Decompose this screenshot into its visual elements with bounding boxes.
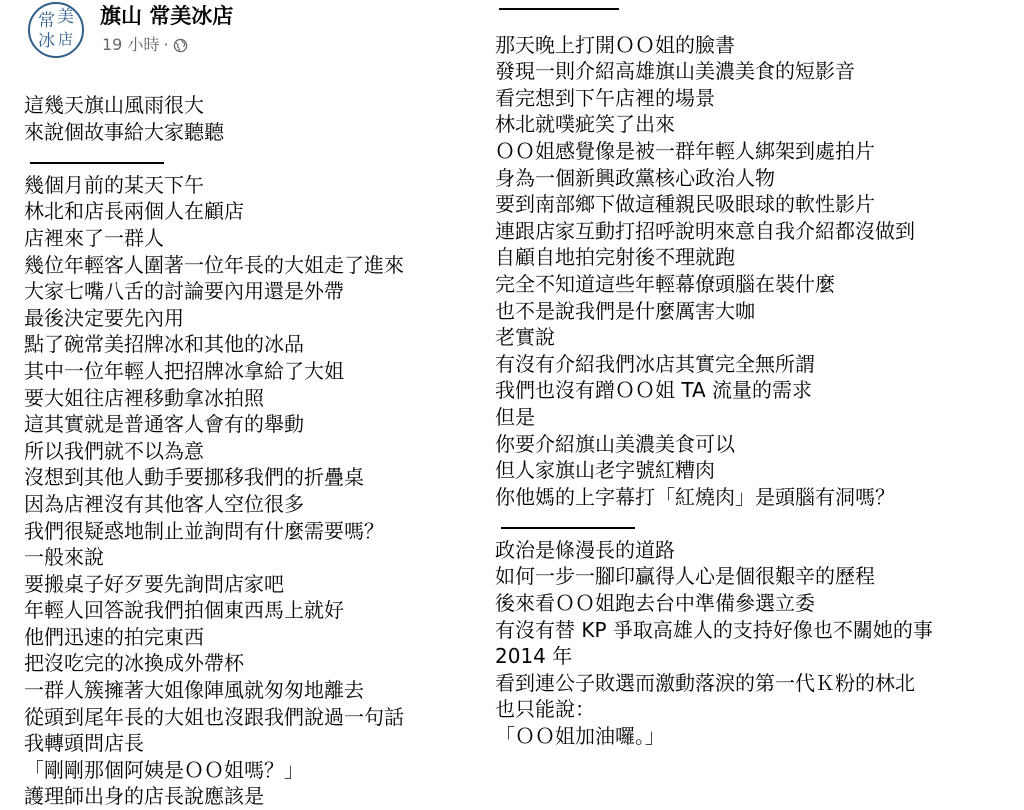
- post-text-left-column: [24, 92, 404, 810]
- post-text-line: 林北就噗疵笑了出來: [495, 112, 675, 137]
- post-text-line: 因為店裡沒有其他客人空位很多: [24, 491, 304, 516]
- section-divider: [495, 510, 933, 537]
- post-text-line: 要到南部鄉下做這種親民吸眼球的軟性影片: [495, 192, 875, 217]
- post-text-line: 你他媽的上字幕打「紅燒肉」是頭腦有洞嗎？: [495, 484, 895, 509]
- post-text-line: 但人家旗山老字號紅糟肉: [495, 458, 715, 483]
- post-text-line: 幾個月前的某天下午: [24, 172, 204, 197]
- post-text-line: 這幾天旗山風雨很大: [24, 93, 204, 117]
- post-text-line: 那天晚上打開ＯＯ姐的臉書: [495, 32, 735, 57]
- post-text-line: 年輕人回答說我們拍個東西馬上就好: [24, 598, 344, 623]
- post-text-line: 2014 年: [495, 644, 573, 669]
- post-text-line: 把沒吃完的冰換成外帶杯: [24, 651, 244, 676]
- page-avatar[interactable]: [28, 2, 84, 58]
- post-text-line: 他們迅速的拍完東西: [24, 624, 204, 649]
- post-text-line: 一群人簇擁著大姐像陣風就匆匆地離去: [24, 678, 364, 703]
- post-text-line: 也不是說我們是什麼厲害大咖: [495, 298, 755, 323]
- post-text-right-column: [495, 5, 933, 750]
- page-name-link[interactable]: 旗山 常美冰店: [100, 4, 234, 28]
- divider-rule: [501, 527, 635, 529]
- post-text-line: 有沒有介紹我們冰店其實完全無所謂: [495, 351, 815, 376]
- post-text-line: 一般來說: [24, 545, 104, 570]
- post-text-line: 後來看ＯＯ姐跑去台中準備參選立委: [495, 591, 815, 616]
- post-text-line: 自顧自地拍完射後不理就跑: [495, 245, 735, 270]
- post-text-line: 最後決定要先內用: [24, 305, 184, 330]
- post-text-line: 要大姐往店裡移動拿冰拍照: [24, 385, 264, 410]
- post-text-line: 如何一步一腳印贏得人心是個很艱辛的歷程: [495, 564, 875, 589]
- post-text-line: 發現一則介紹高雄旗山美濃美食的短影音: [495, 59, 855, 84]
- post-text-line: 護理師出身的店長說應該是: [24, 784, 264, 809]
- post-text-line: 我們也沒有蹭ＯＯ姐 TA 流量的需求: [495, 378, 813, 403]
- post-text-line: 但是: [495, 404, 535, 429]
- avatar-glyph: 店: [58, 30, 74, 48]
- post-text-line: 你要介紹旗山美濃美食可以: [495, 431, 735, 456]
- divider-rule: [30, 162, 164, 164]
- post-text-line: 點了碗常美招牌冰和其他的冰品: [24, 332, 304, 357]
- post-text-line: 要搬桌子好歹要先詢問店家吧: [24, 571, 284, 596]
- post-text-line: ＯＯ姐感覺像是被一群年輕人綁架到處拍片: [495, 138, 875, 163]
- post-text-line: 「剛剛那個阿姨是ＯＯ姐嗎？」: [24, 757, 304, 782]
- section-divider: [24, 145, 404, 172]
- post-text-line: 有沒有替 KP 爭取高雄人的支持好像也不關她的事: [495, 617, 933, 642]
- post-text-line: 從頭到尾年長的大姐也沒跟我們說過一句話: [24, 704, 404, 729]
- post-text-line: 看到連公子敗選而激動落淚的第一代Ｋ粉的林北: [495, 670, 915, 695]
- post-text-line: 也只能說：: [495, 697, 595, 722]
- post-text-line: 林北和店長兩個人在顧店: [24, 199, 244, 224]
- post-text-line: 來說個故事給大家聽聽: [24, 119, 224, 144]
- divider-rule: [499, 8, 619, 10]
- post-text-line: 其中一位年輕人把招牌冰拿給了大姐: [24, 358, 344, 383]
- globe-icon[interactable]: [173, 38, 188, 53]
- post-text-line: 大家七嘴八舌的討論要內用還是外帶: [24, 279, 344, 304]
- post-timestamp[interactable]: 19 小時: [102, 35, 160, 54]
- post-text-line: 連跟店家互動打招呼說明來意自我介紹都沒做到: [495, 218, 915, 243]
- post-meta: [102, 35, 188, 55]
- post-text-line: 老實說: [495, 325, 555, 350]
- post-text-line: 「ＯＯ姐加油囉。」: [495, 724, 665, 749]
- post-text-line: 我轉頭問店長: [24, 731, 144, 756]
- post-text-line: 看完想到下午店裡的場景: [495, 85, 715, 110]
- post-text-line: 幾位年輕客人圍著一位年長的大姐走了進來: [24, 252, 404, 277]
- post-text-line: 沒想到其他人動手要挪移我們的折疊桌: [24, 465, 364, 490]
- section-divider: [495, 5, 933, 32]
- post-text-line: 這其實就是普通客人會有的舉動: [24, 412, 304, 437]
- post-text-line: 我們很疑惑地制止並詢問有什麼需要嗎？: [24, 518, 384, 543]
- post-text-line: 身為一個新興政黨核心政治人物: [495, 165, 775, 190]
- post-text-line: 政治是條漫長的道路: [495, 537, 675, 562]
- avatar-glyph: 美: [57, 7, 74, 27]
- post-text-line: 所以我們就不以為意: [24, 438, 204, 463]
- avatar-glyph: 常: [38, 11, 55, 31]
- meta-separator: ·: [163, 35, 169, 54]
- avatar-glyph: 冰: [38, 31, 55, 51]
- post-text-line: 完全不知道這些年輕幕僚頭腦在裝什麼: [495, 271, 835, 296]
- post-text-line: 店裡來了一群人: [24, 225, 164, 250]
